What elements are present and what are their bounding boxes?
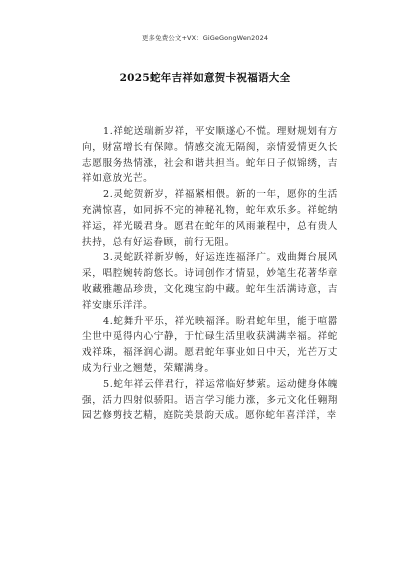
header-note: 更多免费公文+VX：GiGeGongWen2024 [141, 34, 269, 42]
paragraph: 2.灵蛇贺新岁，祥福紧相偎。新的一年，愿你的生活充满惊喜，如同拆不完的神秘礼物，蛇年欢乐多。祥蛇纳祥运，祥光暖君身。愿君在蛇年的风雨兼程中，总有贵人扶持，总有好运眷顾，前行无阻。 [82, 189, 338, 248]
page-title: 2025蛇年吉祥如意贺卡祝福语大全 [119, 72, 291, 84]
paragraph: 5.蛇年祥云伴君行，祥运常临好梦萦。运动健身体魄强，活力四射似骄阳。语言学习能力涨，多元文化任翱翔园艺修剪技艺精，庭院美景韵天成。愿你蛇年喜洋洋，幸 [82, 378, 338, 422]
paragraph: 3.灵蛇跃祥新岁畅，好运连连福泽广。戏曲舞台展风采，唱腔婉转韵悠长。诗词创作才情显，妙笔生花著华章收藏雅趣品珍贵，文化瑰宝韵中藏。蛇年生活满诗意，吉祥安康乐洋洋。 [82, 252, 338, 311]
paragraph: 1.祥蛇送瑞新岁祥，平安顺遂心不慌。理财规划有方向，财富增长有保障。情感交流无隔阂，亲情爱情更久长志愿服务热情涨，社会和谐共担当。蛇年日子似锦绣，吉祥如意放光芒。 [82, 126, 338, 185]
document-body [82, 124, 338, 424]
paragraph: 4.蛇舞升平乐，祥光映福泽。盼君蛇年里，能于喧嚣尘世中觅得内心宁静，于忙碌生活里收获满满幸福。祥蛇戏祥珠，福泽润心湖。愿君蛇年事业如日中天，光芒万丈成为行业之翘楚，荣耀满身。 [82, 315, 338, 374]
